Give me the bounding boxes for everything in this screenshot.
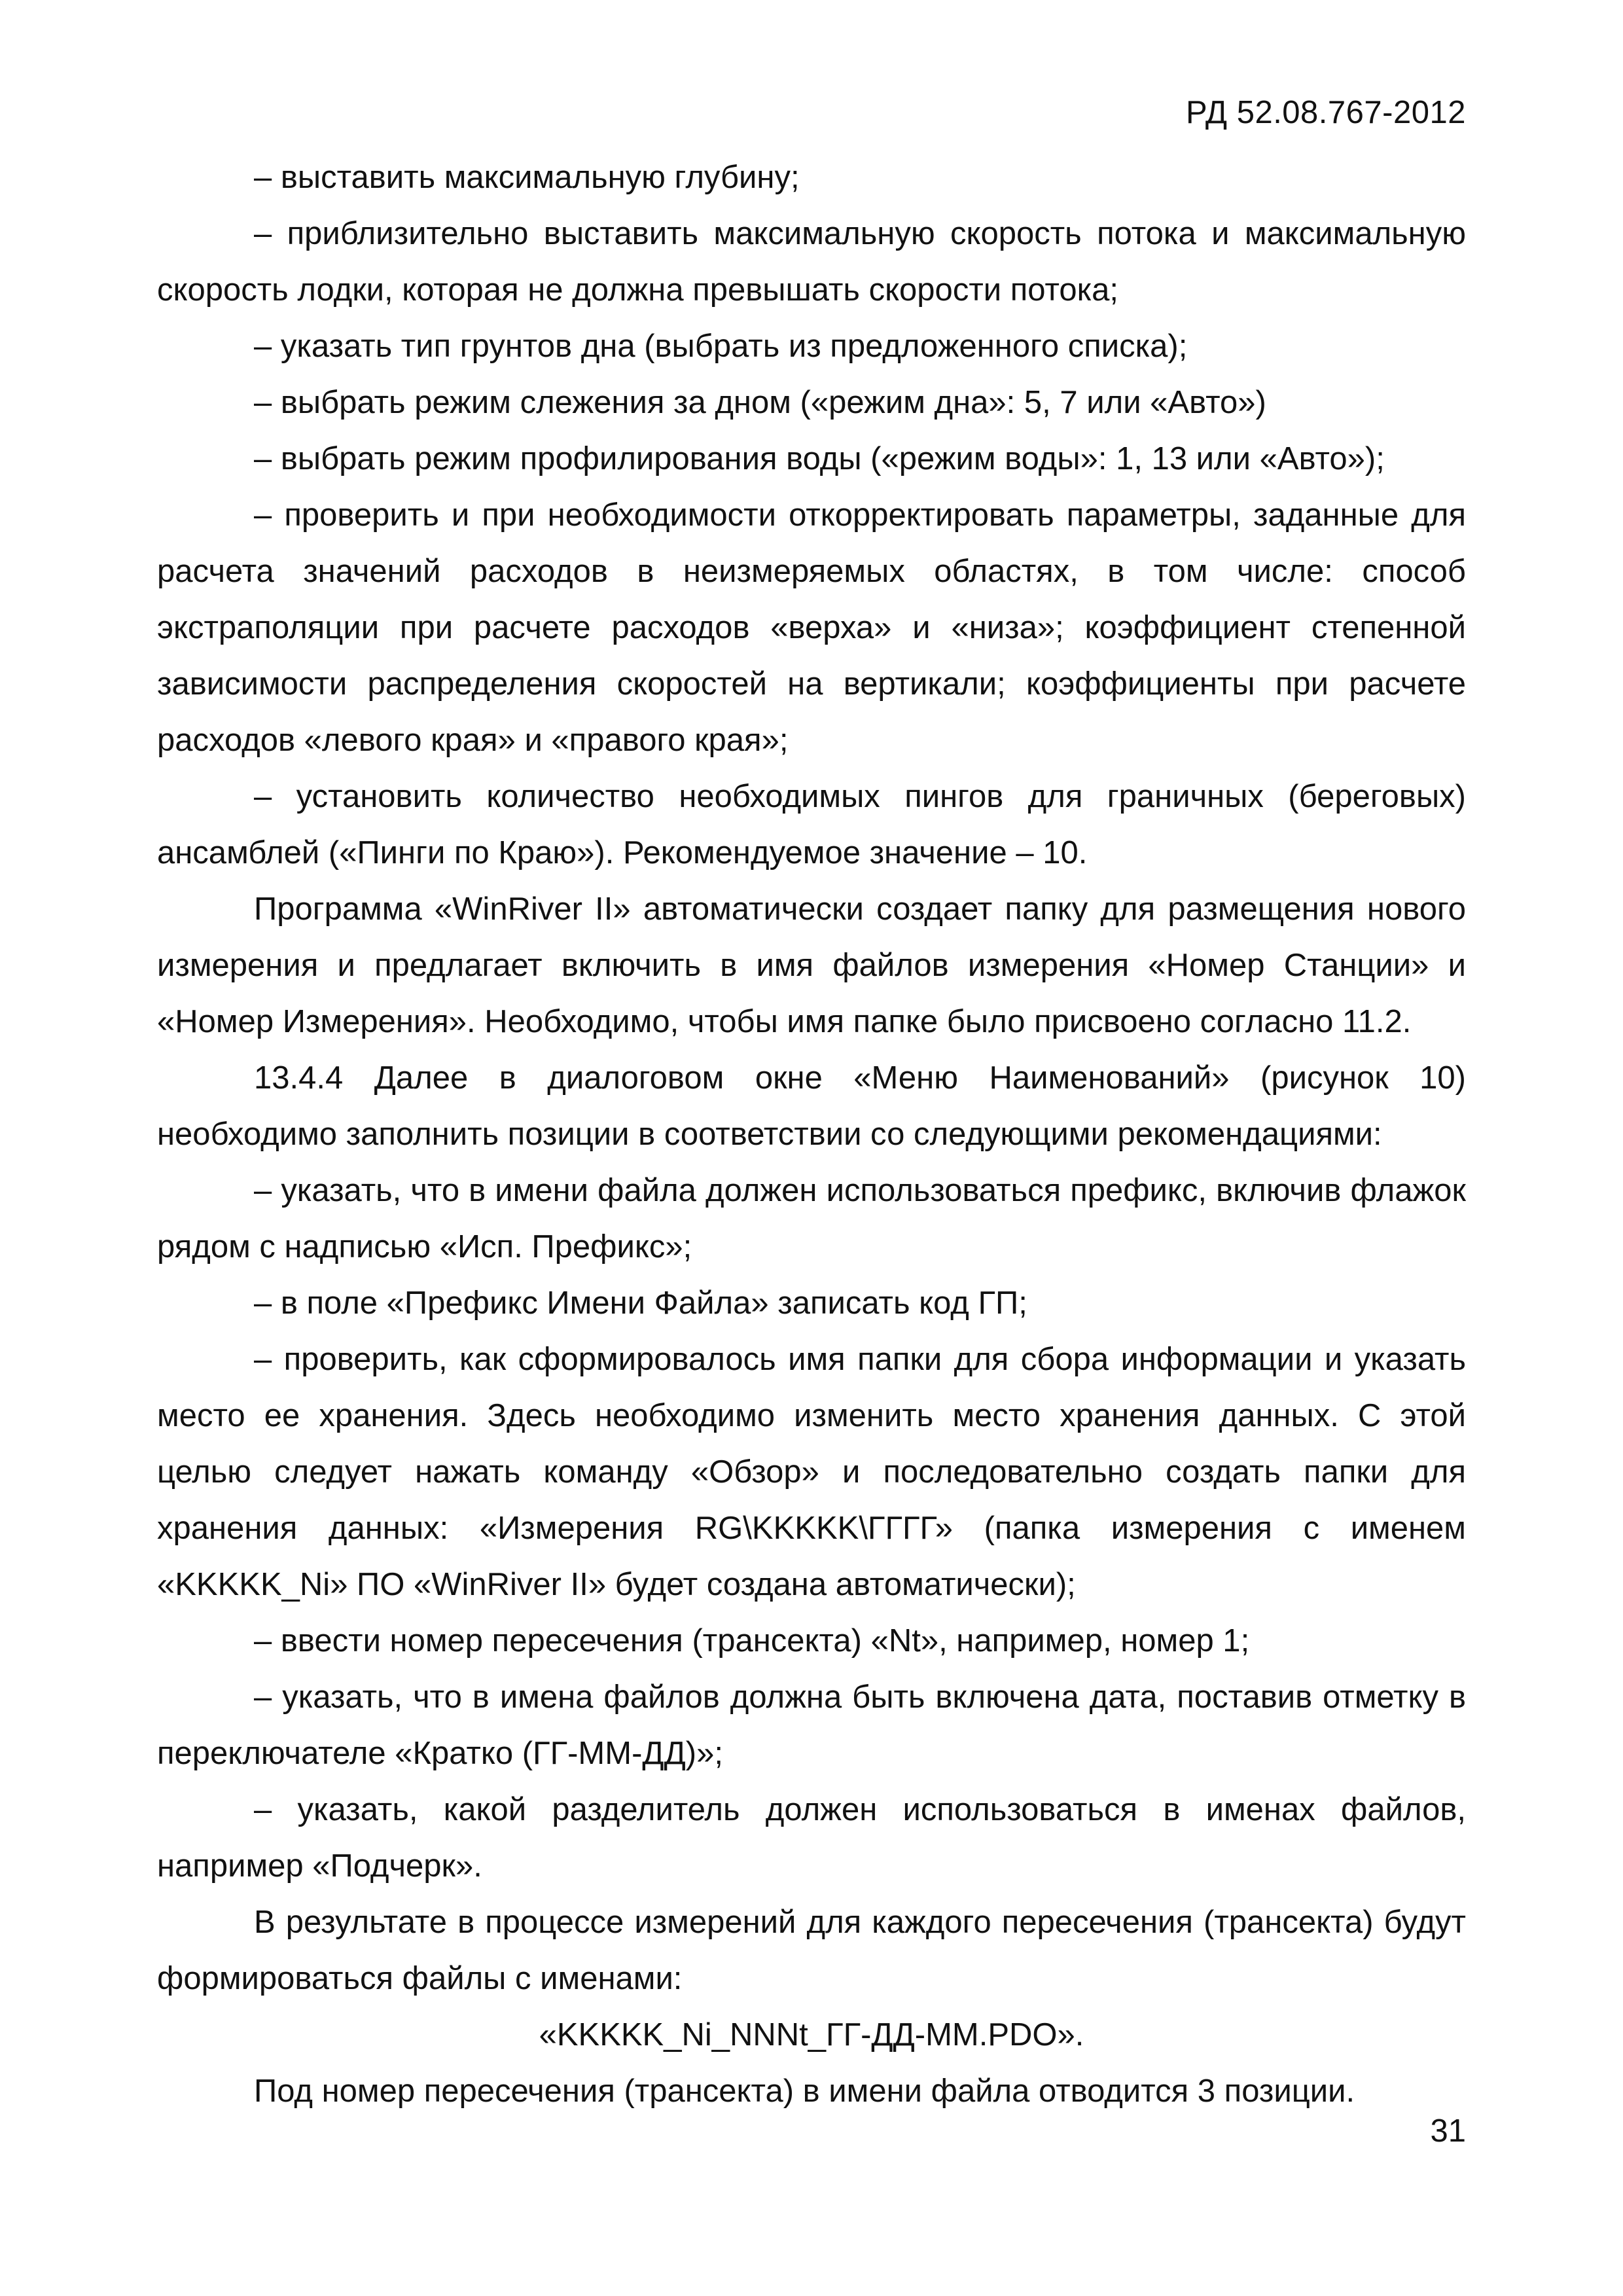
document-code-header: РД 52.08.767-2012: [1185, 95, 1466, 130]
list-item-bottom-mode: – выбрать режим слежения за дном («режим дна»: 5, 7 или «Авто»): [254, 385, 1266, 420]
list-item-edge-pings: – установить количество необходимых пингов для граничных (береговых) ансамблей («Пинги по Краю»). Рекомендуемое значение – 10.: [157, 779, 1466, 870]
list-item-separator: – указать, какой разделитель должен использоваться в именах файлов, например «Подчерк».: [157, 1792, 1466, 1884]
list-item-water-mode: – выбрать режим профилирования воды («режим воды»: 1, 13 или «Авто»);: [254, 441, 1385, 476]
list-item-storage-location: – проверить, как сформировалось имя папки для сбора информации и указать место ее хранения. Здесь необходимо изменить место хранения данных. С этой целью следует нажать команду «Обзор» и последовательно создать папки для хранения данных: «Измерения RG\KKKKK\ГГГГ» (папка измерения с именем «KKKKK_Ni» ПО «WinRiver II» будет создана автоматически);: [157, 1342, 1466, 1602]
list-item-prefix-field: – в поле «Префикс Имени Файла» записать код ГП;: [254, 1285, 1027, 1321]
list-item-extrapolation-params: – проверить и при необходимости откорректировать параметры, заданные для расчета значений расходов в неизмеряемых областях, в том числе: способ экстраполяции при расчете расходов «верха» и «низа»; коэффициент степенной зависимости распределения скоростей на вертикали; коэффициенты при расчете расходов «левого края» и «правого края»;: [157, 497, 1466, 758]
paragraph-section-13-4-4: 13.4.4 Далее в диалоговом окне «Меню Наименований» (рисунок 10) необходимо заполнить позиции в соответствии со следующими рекомендациями:: [157, 1060, 1466, 1152]
list-item-max-speed: – приблизительно выставить максимальную скорость потока и максимальную скорость лодки, которая не должна превышать скорости потока;: [157, 216, 1466, 308]
page-number: 31: [1430, 2113, 1466, 2149]
list-item-date-in-name: – указать, что в имена файлов должна быть включена дата, поставив отметку в переключателе «Кратко (ГГ-ММ-ДД)»;: [157, 1679, 1466, 1771]
list-item-transect-number: – ввести номер пересечения (трансекта) «Nt», например, номер 1;: [254, 1623, 1250, 1659]
paragraph-winriver-folder: Программа «WinRiver II» автоматически создает папку для размещения нового измерения и предлагает включить в имя файлов измерения «Номер Станции» и «Номер Измерения». Необходимо, чтобы имя папке было присвоено согласно 11.2.: [157, 891, 1466, 1039]
page-body: [157, 149, 1466, 2119]
list-item-prefix: – указать, что в имени файла должен использоваться префикс, включив флажок рядом с надписью «Исп. Префикс»;: [157, 1173, 1466, 1265]
filename-pattern: «KKKKK_Ni_NNNt_ГГ-ДД-ММ.PDO».: [539, 2017, 1084, 2053]
list-item-bottom-type: – указать тип грунтов дна (выбрать из предложенного списка);: [254, 329, 1188, 364]
paragraph-transect-positions: Под номер пересечения (трансекта) в имени файла отводится 3 позиции.: [254, 2073, 1355, 2109]
paragraph-result-files: В результате в процессе измерений для каждого пересечения (трансекта) будут формироваться файлы с именами:: [157, 1905, 1466, 1996]
list-item-max-depth: – выставить максимальную глубину;: [254, 160, 800, 195]
